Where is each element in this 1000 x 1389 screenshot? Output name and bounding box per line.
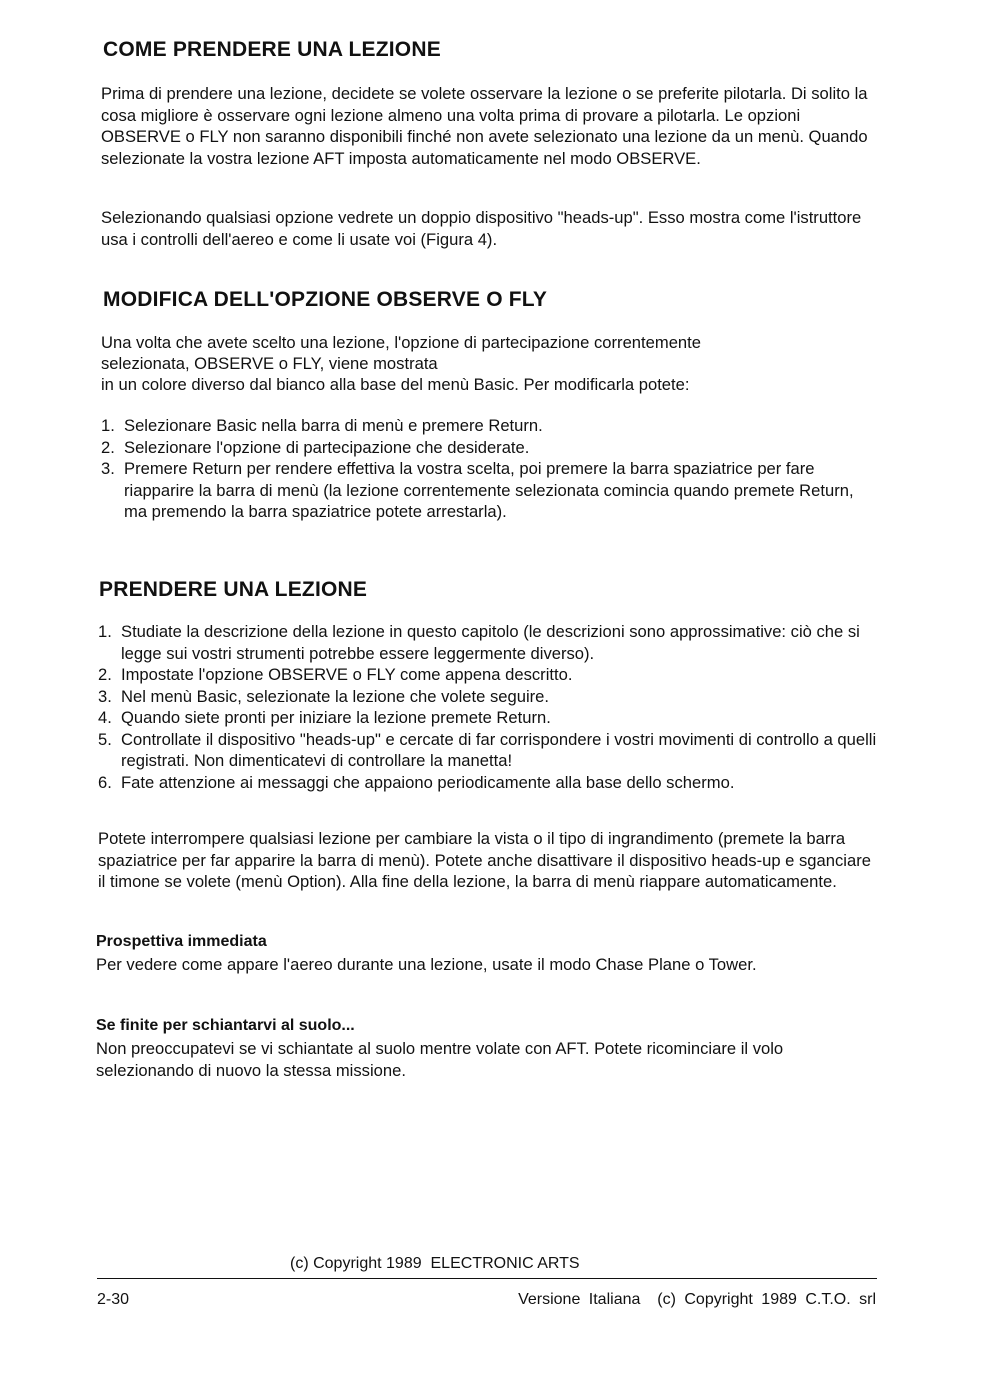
step-text: Impostate l'opzione OBSERVE o FLY come appena descritto. xyxy=(121,665,573,684)
page-number: 2-30 xyxy=(97,1291,130,1308)
tip-text-schianto: Non preoccupatevi se vi schiantate al suolo mentre volate con AFT. Potete ricominciare il volo selezionando di nuovo la stessa missione. xyxy=(96,1039,784,1080)
step-number: 3. xyxy=(98,686,112,706)
step-text: Controllate il dispositivo "heads-up" e cercate di far corrispondere i vostri movimenti di controllo a quelli registrati. Non dimenticatevi di controllare la manetta! xyxy=(121,729,877,770)
list-item xyxy=(101,458,881,523)
step-number: 5. xyxy=(98,729,112,749)
section-1-paragraph-2: Selezionando qualsiasi opzione vedrete un doppio dispositivo "heads-up". Esso mostra come l'istruttore usa i controlli dell'aereo e come li usate voi (Figura 4). xyxy=(101,208,862,249)
section-heading-modifica-opzione: MODIFICA DELL'OPZIONE OBSERVE O FLY xyxy=(103,288,548,311)
tip-heading-prospettiva: Prospettiva immediata xyxy=(96,933,267,950)
section-2-intro-line-1: Una volta che avete scelto una lezione, l'opzione di partecipazione correntemente xyxy=(101,333,701,352)
step-text: Studiate la descrizione della lezione in questo capitolo (le descrizioni sono approssimative: ciò che si legge sui vostri strumenti potrebbe essere leggermente diverso). xyxy=(121,622,860,663)
step-text: Nel menù Basic, selezionate la lezione che volete seguire. xyxy=(121,686,549,706)
tip-text-prospettiva: Per vedere come appare l'aereo durante una lezione, usate il modo Chase Plane o Tower. xyxy=(96,955,757,974)
step-number: 2. xyxy=(98,665,112,684)
list-item xyxy=(98,729,878,772)
step-text: Quando siete pronti per iniziare la lezione premete Return. xyxy=(121,708,551,727)
section-2-intro-line-3: in un colore diverso dal bianco alla base del menù Basic. Per modificarla potete: xyxy=(101,375,690,394)
list-item xyxy=(98,772,878,794)
step-number: 1. xyxy=(98,622,112,641)
step-number: 6. xyxy=(98,772,112,792)
step-number: 2. xyxy=(101,437,115,457)
list-item xyxy=(98,707,878,729)
step-text: Premere Return per rendere effettiva la vostra scelta, poi premere la barra spaziatrice per fare riapparire la barra di menù (la lezione correntemente selezionata comincia quando premete Return, ma premendo la barra spaziatrice potete arrestarla). xyxy=(124,459,854,521)
list-item xyxy=(98,664,878,686)
list-item xyxy=(98,686,878,708)
list-item xyxy=(101,415,881,437)
footer-copyright: (c) Copyright 1989 ELECTRONIC ARTS xyxy=(290,1255,580,1272)
step-number: 1. xyxy=(101,416,115,435)
step-text: Selezionare Basic nella barra di menù e premere Return. xyxy=(124,416,543,435)
list-item xyxy=(98,621,878,664)
step-text: Fate attenzione ai messaggi che appaiono periodicamente alla base dello schermo. xyxy=(121,772,735,792)
modify-option-steps xyxy=(101,415,881,523)
step-number: 3. xyxy=(101,459,115,478)
tip-heading-schianto: Se finite per schiantarvi al suolo... xyxy=(96,1017,355,1034)
step-text: Selezionare l'opzione di partecipazione che desiderate. xyxy=(124,437,530,457)
section-heading-come-prendere: COME PRENDERE UNA LEZIONE xyxy=(103,38,441,61)
section-1-paragraph-1: Prima di prendere una lezione, decidete se volete osservare la lezione o se preferite pilotarla. Di solito la cosa migliore è osservare ogni lezione almeno una volta prima di provare a pilotarla. Le opzioni OBSERVE o FLY non saranno disponibili finché non avete selezionato una lezione da un menù. Quando selezionate la vostra lezione AFT imposta automaticamente nel modo OBSERVE. xyxy=(101,84,868,168)
step-number: 4. xyxy=(98,708,112,727)
footer-divider xyxy=(97,1278,877,1279)
list-item xyxy=(101,437,881,459)
take-lesson-steps xyxy=(98,621,878,793)
section-3-after-paragraph: Potete interrompere qualsiasi lezione per cambiare la vista o il tipo di ingrandimento (premete la barra spaziatrice per far apparire la barra di menù). Potete anche disattivare il dispositivo heads-up e sganciare il timone se volete (menù Option). Alla fine della lezione, la barra di menù riappare automaticamente. xyxy=(98,829,871,891)
footer-edition: Versione Italiana (c) Copyright 1989 C.T.O. srl xyxy=(518,1291,876,1308)
section-heading-prendere-lezione: PRENDERE UNA LEZIONE xyxy=(99,578,368,601)
section-2-intro-line-2: selezionata, OBSERVE o FLY, viene mostrata xyxy=(101,354,438,373)
